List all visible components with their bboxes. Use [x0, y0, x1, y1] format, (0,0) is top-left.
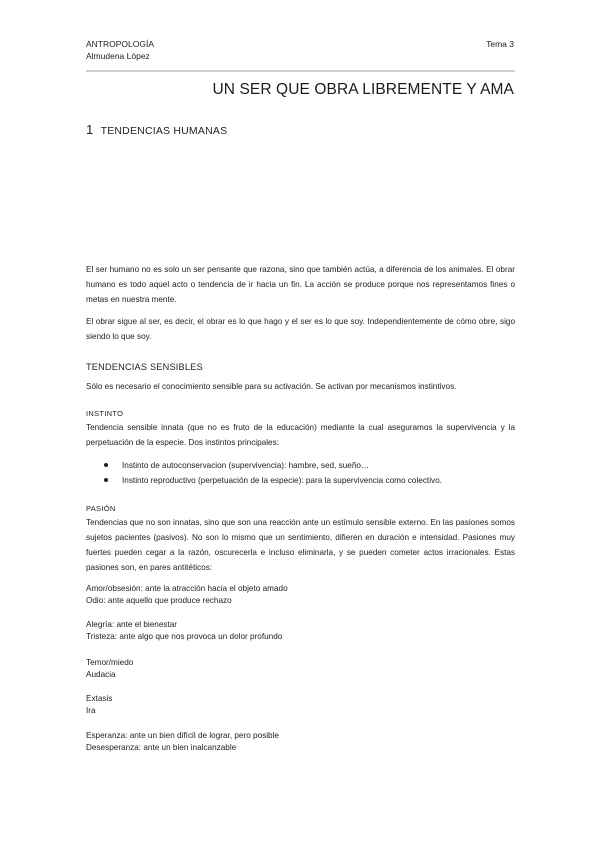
- pasion-block: [86, 515, 515, 575]
- section-title: TENDENCIAS HUMANAS: [100, 125, 228, 137]
- passion-item: Tristeza: ante algo que nos provoca un dolor profundo: [86, 631, 283, 641]
- intro-paragraph-1: El ser humano no es solo un ser pensante que razona, sino que también actúa, a diferencia de los animales. El obrar humano es todo aquel acto o tendencia de ir hacia un fin. La acción se produce porque nos representamos fines o metas en nuestra mente.: [86, 265, 515, 304]
- sensibles-block: [86, 379, 515, 394]
- passion-pair: [86, 693, 515, 716]
- passion-item: Esperanza: ante un bien difícil de lograr, pero posible: [86, 731, 279, 740]
- list-item: Instinto de autoconservacion (supervivencia): hambre, sed, sueño…: [100, 458, 515, 473]
- passion-item: Temor/miedo: [86, 658, 134, 667]
- document-title: UN SER QUE OBRA LIBREMENTE Y AMA: [212, 81, 514, 98]
- section-number: 1: [86, 122, 94, 137]
- passion-pair: [86, 583, 515, 606]
- subheading-instinto: INSTINTO: [86, 409, 124, 418]
- instinto-list: [100, 458, 515, 488]
- list-item: Instinto reproductivo (perpetuación de la especie): para la supervivencia como colectivo.: [100, 473, 515, 488]
- passion-pair: [86, 657, 515, 680]
- passion-item: Audacia: [86, 669, 116, 679]
- bullet-icon: [104, 478, 108, 482]
- header-author: Almudena López: [86, 51, 150, 61]
- passion-item: Desesperanza: ante un bien inalcanzable: [86, 742, 237, 752]
- subheading-tendencias-sensibles: TENDENCIAS SENSIBLES: [86, 362, 203, 372]
- passion-pair: [86, 730, 515, 753]
- passion-item: Odio: ante aquello que produce rechazo: [86, 595, 232, 605]
- header-topic: Tema 3: [486, 39, 514, 49]
- subheading-pasion: PASIÓN: [86, 504, 116, 513]
- section-heading: [86, 122, 227, 139]
- instinto-block: [86, 420, 515, 450]
- page-header-left: [86, 38, 154, 62]
- intro-block-2: [86, 314, 515, 344]
- passion-pair: [86, 619, 515, 642]
- intro-block: [86, 262, 515, 307]
- passion-item: Extasis: [86, 694, 113, 703]
- passion-item: Alegría: ante el bienestar: [86, 620, 178, 629]
- sensibles-paragraph: Sólo es necesario el conocimiento sensible para su activación. Se activan por mecanismos instintivos.: [86, 382, 457, 391]
- instinto-paragraph: Tendencia sensible innata (que no es fruto de la educación) mediante la cual aseguramos la supervivencia y la perpetuación de la especie. Dos instintos principales:: [86, 423, 515, 447]
- passion-item: Amor/obsesión: ante la atracción hacia el objeto amado: [86, 584, 288, 593]
- header-divider: [86, 70, 515, 72]
- passion-item: Ira: [86, 705, 96, 715]
- intro-paragraph-2: El obrar sigue al ser, es decir, el obrar es lo que hago y el ser es lo que soy. Independientemente de cómo obre, sigo siendo lo que soy.: [86, 317, 515, 341]
- pasion-paragraph: Tendencias que no son innatas, sino que son una reacción ante un estímulo sensible externo. En las pasiones somos sujetos pacientes (pasivos). No son lo mismo que un sentimiento, difieren en duración e intensidad. Pasiones muy fuertes pueden cegar a la razón, oscurecerla e incluso eliminarla, y se pueden cometer actos irracionales. Estas pasiones son, en pares antitéticos:: [86, 518, 515, 572]
- header-subject: ANTROPOLOGÍA: [86, 39, 155, 49]
- bullet-icon: [104, 463, 108, 467]
